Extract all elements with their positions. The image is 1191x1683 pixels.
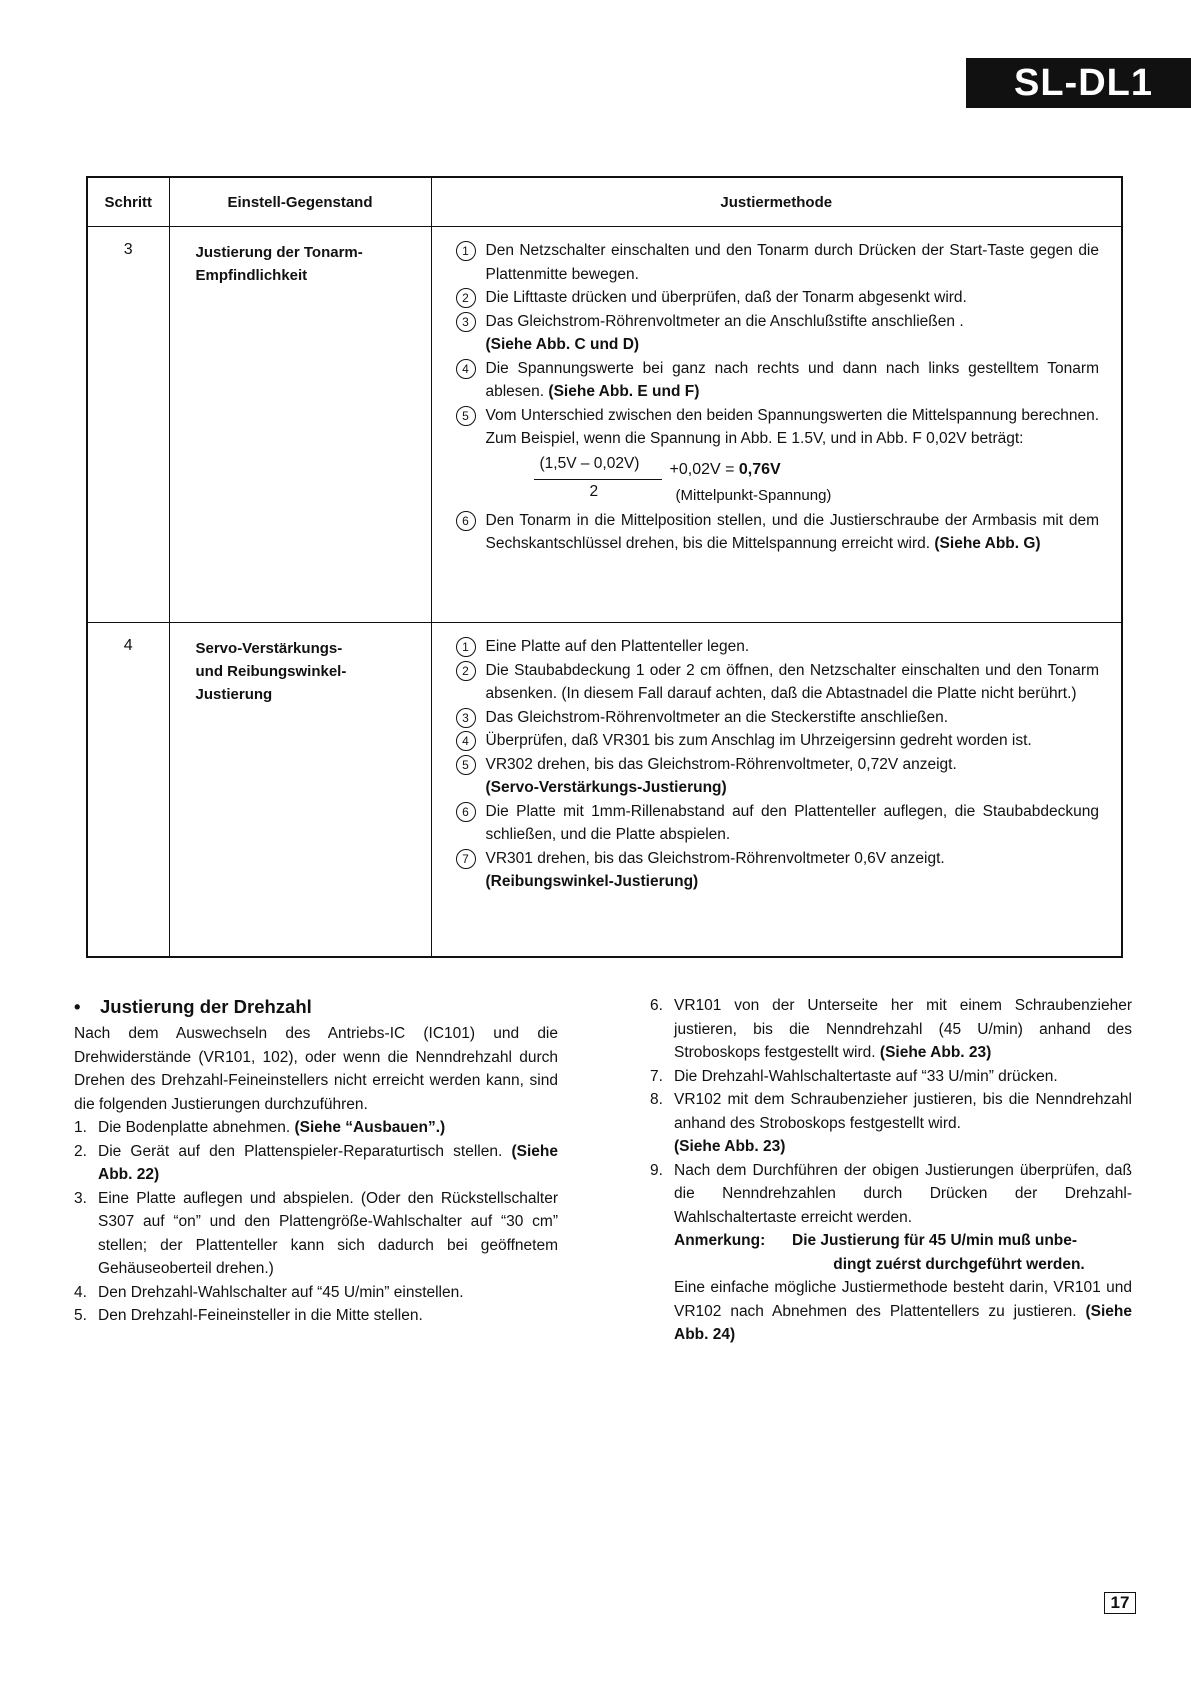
table-row (87, 623, 1122, 958)
list-item (74, 1116, 558, 1140)
formula-note: (Mittelpunkt-Spannung) (675, 486, 832, 504)
item-number: 2. (74, 1142, 87, 1160)
item-text: Die Gerät auf den Plattenspieler-Reparaturtisch stellen. (98, 1142, 503, 1160)
circled-number: 6 (456, 511, 476, 531)
list-item (650, 1065, 1132, 1089)
procedure-list (650, 994, 1132, 1229)
instruction-item (456, 635, 1100, 659)
item-number: 8. (650, 1091, 663, 1108)
list-item (650, 1088, 1132, 1159)
item-text: VR101 von der Unterseite her mit einem Schraubenzieher justieren, bis die Nenndrehzahl (45 U/min) anhand des Stroboskops festgestellt wird. (674, 997, 1132, 1061)
item-text: Nach dem Durchführen der obigen Justierungen überprüfen, daß die Nenndrehzahlen durch Drücken der Drehzahl-Wahlschaltertaste erreicht werden. (674, 1161, 1132, 1226)
instruction-text: Das Gleichstrom-Röhrenvoltmeter an die Anschlußstifte anschließen . (485, 312, 964, 330)
figure-reference: (Siehe Abb. E und F) (548, 383, 700, 400)
list-item (74, 1304, 558, 1328)
note-text-continued: dingt zuérst durchgeführt werden. (833, 1255, 1085, 1273)
instruction-text: Überprüfen, daß VR301 bis zum Anschlag im Uhrzeigersinn gedreht worden ist. (485, 732, 1032, 749)
instruction-item (456, 706, 1100, 730)
circled-number: 3 (456, 708, 476, 728)
item-text: VR102 mit dem Schraubenzieher justieren, bis die Nenndrehzahl anhand des Stroboskops festgestellt wird. (674, 1091, 1132, 1132)
instruction-text: Die Lifttaste drücken und überprüfen, daß der Tonarm abgesenkt wird. (485, 289, 967, 306)
circled-number: 5 (456, 406, 476, 426)
header-step: Schritt (87, 177, 169, 227)
adjustment-table (86, 176, 1123, 958)
left-column (74, 994, 558, 1328)
right-column (650, 994, 1132, 1347)
instruction-text: Die Staubabdeckung 1 oder 2 cm öffnen, den Netzschalter einschalten und den Tonarm absenken. (In diesem Fall darauf achten, daß die Abtastnadel die Platte nicht berührt.) (485, 661, 1099, 702)
instruction-item (456, 509, 1100, 556)
figure-reference: (Siehe Abb. 23) (879, 1044, 992, 1061)
item-number: 9. (650, 1161, 663, 1179)
item-text: Eine Platte auflegen und abspielen. (Oder den Rückstellschalter S307 auf “on” und den Plattengröße-Wahlschalter auf “30 cm” stellen; der Plattenteller kann sich dadurch bei geöffnetem Gehäuseoberteil drehen.) (98, 1189, 558, 1277)
circled-number: 3 (456, 312, 476, 332)
closing-paragraph (650, 1276, 1132, 1347)
item-number: 1. (74, 1119, 87, 1136)
section-heading (74, 994, 558, 1020)
list-item (74, 1281, 558, 1305)
item-number: 3. (74, 1189, 87, 1207)
figure-reference: (Siehe “Ausbauen”.) (294, 1119, 446, 1136)
item-text: Die Bodenplatte abnehmen. (98, 1119, 291, 1136)
instruction-item (456, 800, 1100, 847)
header-item: Einstell-Gegenstand (169, 177, 431, 227)
instruction-text: Die Spannungswerte bei ganz nach rechts und dann nach links gestelltem Tonarm ablesen. (485, 359, 1099, 400)
instruction-item (456, 729, 1100, 753)
instruction-text: Vom Unterschied zwischen den beiden Spannungswerten die Mittelspannung berechnen. Zum Beispiel, wenn die Spannung in Abb. E 1.5V, und in Abb. F 0,02V beträgt: (485, 406, 1099, 447)
list-item (74, 1140, 558, 1187)
header-method: Justiermethode (431, 177, 1122, 227)
circled-number: 5 (456, 755, 476, 775)
circled-number: 4 (456, 731, 476, 751)
instruction-item (456, 404, 1100, 451)
circled-number: 7 (456, 849, 476, 869)
formula-value: 0,76V (738, 460, 781, 478)
instruction-text: Den Netzschalter einschalten und den Tonarm durch Drücken der Start-Taste gegen die Plattenmitte bewegen. (485, 242, 1099, 283)
circled-number: 1 (456, 637, 476, 657)
note-label: Anmerkung: (674, 1232, 766, 1249)
item-number: 5. (74, 1307, 87, 1324)
note-block (650, 1229, 1132, 1276)
figure-reference: (Siehe Abb. G) (934, 535, 1041, 552)
instruction-text: VR301 drehen, bis das Gleichstrom-Röhrenvoltmeter 0,6V anzeigt. (485, 849, 945, 867)
instruction-item (456, 310, 1100, 357)
circled-number: 6 (456, 802, 476, 822)
procedure-list (74, 1116, 558, 1328)
figure-reference: (Siehe Abb. C und D) (485, 336, 640, 353)
figure-reference: (Servo-Verstärkungs-Justierung) (485, 779, 727, 796)
circled-number: 1 (456, 241, 476, 261)
formula (486, 455, 1100, 509)
item-text: Die Drehzahl-Wahlschaltertaste auf “33 U/min” drücken. (674, 1067, 1058, 1085)
item-text: Den Drehzahl-Feineinsteller in die Mitte stellen. (98, 1307, 423, 1324)
instruction-item (456, 753, 1100, 800)
adjustment-item: Servo-Verstärkungs- und Reibungswinkel- Justierung (169, 623, 431, 958)
item-number: 6. (650, 997, 663, 1014)
circled-number: 4 (456, 359, 476, 379)
formula-result (670, 461, 781, 479)
instruction-list (456, 239, 1100, 451)
instruction-item (456, 357, 1100, 404)
list-item (650, 994, 1132, 1065)
instruction-text: Das Gleichstrom-Röhrenvoltmeter an die Steckerstifte anschließen. (485, 708, 949, 726)
instruction-item (456, 659, 1100, 706)
list-item (74, 1187, 558, 1281)
instruction-text: VR302 drehen, bis das Gleichstrom-Röhrenvoltmeter, 0,72V anzeigt. (485, 755, 957, 773)
fraction-bar (534, 479, 662, 480)
instruction-item (456, 286, 1100, 310)
section-title: Justierung der Drehzahl (100, 996, 312, 1017)
table-header-row (87, 177, 1122, 227)
figure-reference: (Siehe Abb. 23) (674, 1138, 786, 1155)
method-cell (431, 227, 1122, 623)
model-badge: SL-DL1 (966, 58, 1191, 108)
bullet-icon: • (74, 996, 81, 1017)
table-row (87, 227, 1122, 623)
item-number: 7. (650, 1067, 663, 1085)
step-number: 4 (87, 623, 169, 958)
instruction-text: Die Platte mit 1mm-Rillenabstand auf den Plattenteller auflegen, die Staubabdeckung schließen, und die Platte abspielen. (485, 802, 1099, 843)
formula-plus: +0,02V = (669, 460, 739, 478)
instruction-list (456, 635, 1100, 894)
list-item (650, 1159, 1132, 1230)
formula-numerator: (1,5V – 0,02V) (539, 454, 640, 472)
circled-number: 2 (456, 288, 476, 308)
figure-reference: (Reibungswinkel-Justierung) (485, 873, 699, 890)
method-cell (431, 623, 1122, 958)
instruction-text: Eine Platte auf den Plattenteller legen. (485, 638, 750, 655)
instruction-item (456, 239, 1100, 286)
section-intro: Nach dem Auswechseln des Antriebs-IC (IC101) und die Drehwiderstände (VR101, 102), oder wenn die Nenndrehzahl durch Drehen des Drehzahl-Feineinstellers nicht erreicht werden kann, sind die folgenden Justierungen durchzuführen. (74, 1025, 558, 1113)
circled-number: 2 (456, 661, 476, 681)
instruction-list (456, 509, 1100, 556)
formula-denominator: 2 (589, 482, 599, 500)
figure-reference: (Siehe Abb. 24) (674, 1302, 1132, 1343)
step-number: 3 (87, 227, 169, 623)
page-number: 17 (1104, 1592, 1136, 1614)
figure-reference: (Siehe Abb. 22) (98, 1142, 558, 1183)
closing-text: Eine einfache mögliche Justiermethode besteht darin, VR101 und VR102 nach Abnehmen des Plattentellers zu justieren. (674, 1279, 1132, 1320)
item-text: Den Drehzahl-Wahlschalter auf “45 U/min” einstellen. (98, 1283, 464, 1301)
adjustment-item: Justierung der Tonarm- Empfindlichkeit (169, 227, 431, 623)
note-text: Die Justierung für 45 U/min muß unbe- (792, 1232, 1078, 1249)
item-number: 4. (74, 1283, 87, 1301)
instruction-text: Den Tonarm in die Mittelposition stellen, und die Justierschraube der Armbasis mit dem Sechskantschlüssel drehen, bis die Mittelspannung erreicht wird. (485, 511, 1099, 552)
instruction-item (456, 847, 1100, 894)
